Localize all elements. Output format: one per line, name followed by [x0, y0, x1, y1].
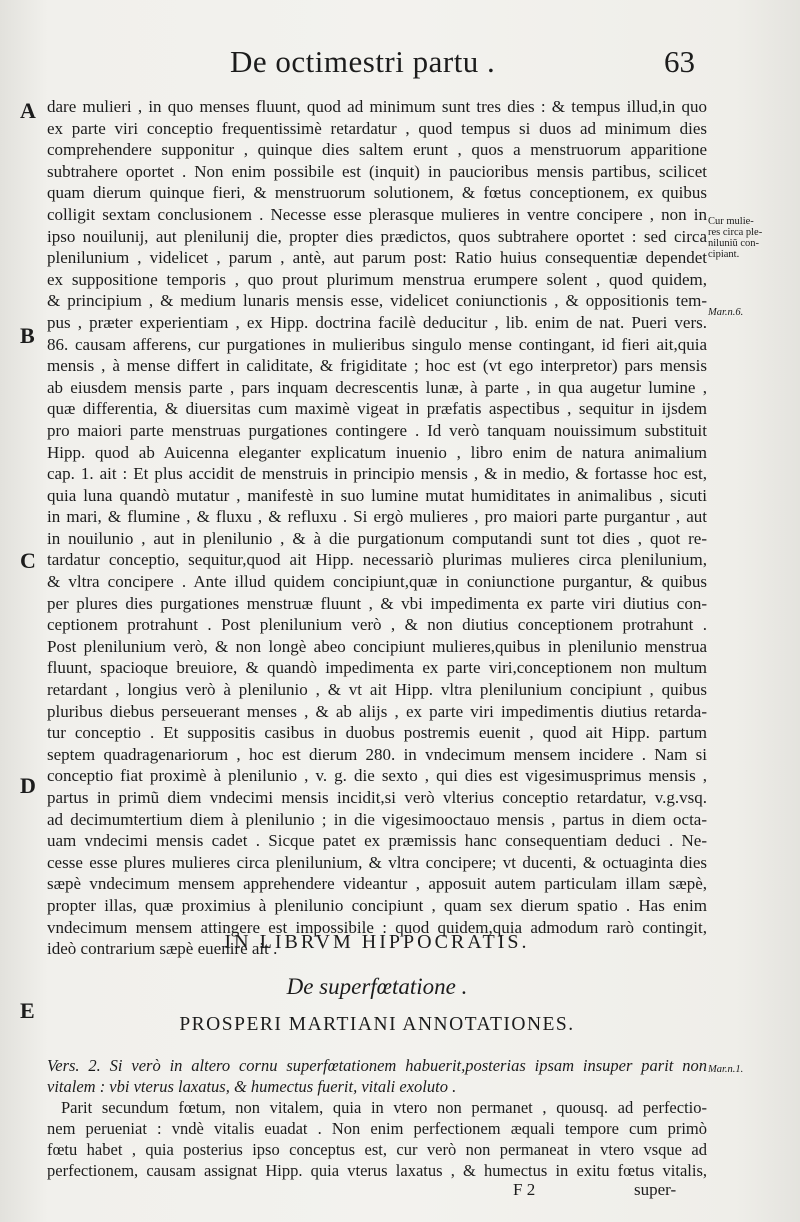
book-heading: IN LIBRVM HIPPOCRATIS.: [224, 931, 530, 953]
marginal-note-line: niluniũ con-: [708, 238, 760, 249]
text-line: pus , præter experientiam , ex Hipp. doctrina facilè deducitur , lib. enim de nat. Pueri vers.: [47, 312, 707, 332]
text-line: per plures dies purgationes menstruæ fluunt , & vbi impedimenta ex parte viri diutius con-: [47, 593, 707, 613]
text-line: pro maiori parte menstruas purgationes contingere . Id verò tanquam nouissimum substituit: [47, 420, 707, 440]
marginal-note: [708, 216, 762, 260]
marginal-reference: Mar.n.1.: [708, 1064, 744, 1075]
section-letter-d: D: [20, 773, 36, 798]
subject-heading: De superfœtatione .: [286, 974, 468, 999]
text-line: comprehendere supponitur , quinque dies saltem erunt , quos a menstruorum apparitione: [47, 140, 707, 160]
text-line: ceptionem protrahunt . Post plenilunium verò , & non diutius conceptionem protrahunt .: [47, 615, 707, 635]
text-line: retardant , longius verò à plenilunio , & vt ait Hipp. vltra plenilunium concipiunt , quibus: [47, 680, 707, 700]
main-text-block: [47, 96, 707, 960]
marginal-note-line: cipiant.: [708, 249, 740, 260]
text-line: dare mulieri , in quo menses fluunt, quod ad minimum sunt tres dies : & tempus illud,in quo: [47, 97, 707, 116]
text-line: 86. causam afferens, cur purgationes in mulieribus singulo mense contingant, id fieri ait,quia: [47, 334, 707, 354]
text-line: Post plenilunium verò, & non longè abeo concipiunt mulieres,quibus in plenilunio menstrua: [47, 636, 707, 656]
marginal-reference: Mar.n.6.: [708, 307, 744, 318]
text-line: perfectionem, causam assignat Hipp. quia vterus laxatus , & humectus in exitu fœtus vitalis,: [47, 1161, 707, 1180]
text-line: ex suppositione temporis , quo prout plurimum menstrua erumpere solent , quod quidem,: [47, 269, 707, 289]
text-line: colligit sextam conclusionem . Necesse esse plerasque mulieres in ventre concipere , non in: [47, 204, 707, 224]
text-line: cesse esse plures mulieres circa plenilunium, & vltra concipere; vt ducenti, & octuaginta dies: [47, 852, 707, 872]
text-line: tardatur conceptio, sequitur,quod ait Hipp. necessariò plurimas mulieres circa plenilunium,: [47, 550, 707, 570]
section-letter-b: B: [20, 323, 35, 348]
text-line: Parit secundum fœtum, non vitalem, quia in vtero non permanet , quousq. ad perfectio-: [61, 1098, 707, 1117]
text-line: pluribus diebus perseuerant menses , & ab alijs , ex parte viri impedimentis diutius retarda-: [47, 701, 707, 721]
annotations-heading: PROSPERI MARTIANI ANNOTATIONES.: [179, 1014, 575, 1035]
text-line: in mari, & flumine , & fluxu , & refluxu . Si ergò mulieres , pro maiori parte purgantur , aut: [47, 507, 707, 527]
text-line: in nouilunio , aut in plenilunio , & à die purgationum computandi sunt tot dies , quot re-: [47, 528, 707, 548]
text-line: ideò contrarium sæpè euenire ait .: [47, 939, 278, 959]
verse-line: Vers. 2. Si verò in altero cornu superfœtationem habuerit,posterias ipsam insuper parit non: [47, 1056, 707, 1075]
text-line: tur conceptio . Et suppositis casibus in duobus postremis euenit , quod ait Hipp. partum: [47, 723, 707, 743]
text-line: & principium , & medium lunaris mensis esse, videlicet coniunctionis , & oppositionis tem-: [47, 291, 707, 311]
marginal-note-line: res circa ple-: [708, 227, 763, 238]
section-letter-c: C: [20, 548, 36, 573]
text-line: subtrahere oportet . Non enim possibile est (inquit) in paucioribus mensis partibus, scilicet: [47, 161, 707, 181]
annotation-text-block: [47, 1055, 707, 1181]
section-letter-e: E: [20, 998, 35, 1023]
text-line: cap. 1. ait : Et plus accidit de menstruis in principio mensis , & in medio, & fortasse hoc est,: [47, 464, 707, 484]
text-line: Hipp. quod ab Auicenna eleganter explicatum inuenio , libro enim de natura animalium: [47, 442, 707, 462]
text-line: partus in primũ diem vndecimi mensis incidit,si verò vlterius conceptio retardatur, v.g.vsq.: [47, 788, 707, 807]
verse-line: vitalem : vbi vterus laxatus, & humectus fuerit, vitali exoluto .: [47, 1077, 457, 1096]
text-line: ex parte viri conceptio frequentissimè retardatur , quod tempus si duos ad minimum dies: [47, 118, 707, 138]
text-line: fœtu habet , quia posterius ipso conceptus est, cur verò non permaneat in vtero vsque ad: [47, 1140, 707, 1159]
text-line: propter illas, quæ proximius à plenilunio concipiunt , quam sex dierum spatio . Has enim: [47, 895, 707, 915]
catchword: super-: [634, 1180, 677, 1199]
text-line: vndecimum mensem attingere est impossibile : quod quidem,quia admodum rarò contingit,: [47, 917, 707, 937]
section-letter-a: A: [20, 98, 36, 123]
text-line: mensis , à mense differt in caliditate, & frigiditate ; hoc est (vt ego interpretor) pars mensis: [47, 356, 707, 376]
running-head: De octimestri partu .: [230, 44, 496, 79]
text-line: ipso nouilunij, aut plenilunij die, propter dies prædictos, quos subtrahere oportet : sed circa: [47, 226, 707, 246]
marginal-note-line: Cur mulie-: [708, 216, 754, 227]
text-line: quia luna quandò mutatur , manifestè in suo lumine mutat humiditates in animalibus , sicuti: [47, 485, 707, 505]
text-line: conceptio fiat proximè à plenilunio , v. g. die sexto , qui dies est vigesimusprimus mensis ,: [47, 766, 707, 786]
text-line: quæ differentia, & diuersitas cum maximè vigeat in præfatis aspectibus , sequitur in ijsdem: [47, 399, 707, 419]
text-line: fluunt, spacioque breuiore, & quandò impedimenta ex parte viri,conceptionem non multum: [47, 658, 707, 678]
text-line: ad decimumtertium diem à plenilunio ; in die vigesimooctauo mensis , partus in diem octa-: [47, 809, 707, 829]
text-line: & vltra concipere . Ante illud quidem concipiunt,quæ in coniunctione purgantur, & quibus: [47, 572, 707, 592]
text-line: uam vndecimi mensis cadet . Sicque patet ex præmissis hanc consequentiam deduci . Ne-: [47, 831, 707, 851]
page-number: 63: [664, 44, 695, 79]
text-line: sæpè vndecimum mensem apprehendere videantur , apposuit autem particulam illam sæpè,: [47, 874, 707, 894]
text-line: nem perueniat : vndè vitalis euadat . Non enim perfectionem æquali tempore cum primò: [47, 1119, 707, 1138]
text-line: quam dierum quinque fieri, & menstruorum solutionem, & fœtus conceptionem, ex quibus: [47, 183, 707, 203]
text-line: ab eiusdem mensis parte , pars inquam decrescentis lunæ, à parte , in qua augetur lumine ,: [47, 377, 707, 397]
text-line: septem quadragenariorum , hoc est dierum 280. in vndecimum mensem incidere . Nam si: [47, 744, 707, 764]
signature-mark: F 2: [513, 1180, 536, 1199]
text-line: plenilunium , videlicet , parum , antè, aut parum post: Ratio huius consequentiæ dependet: [47, 248, 707, 268]
